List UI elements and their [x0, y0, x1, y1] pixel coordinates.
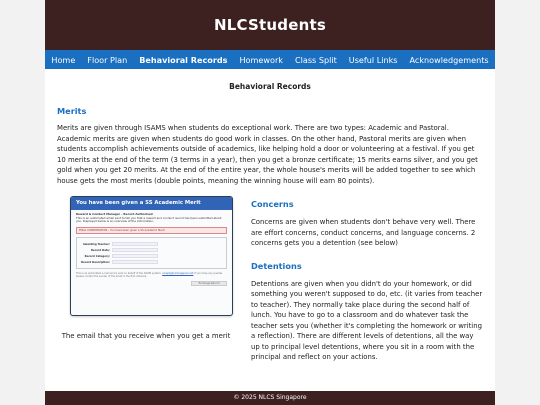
email-mock-title: You have been given a SS Academic Merit — [71, 197, 232, 210]
nav-floor-plan[interactable]: Floor Plan — [87, 54, 128, 65]
email-mock-label: Record Date: — [90, 248, 110, 252]
detentions-heading: Detentions — [251, 260, 302, 271]
email-mock-footer-link: noreply@nlcsingapore.net — [162, 272, 194, 276]
email-mock-footer-more: If you have any queries please contact the sender of the email in the first instance. — [76, 272, 223, 279]
site-header — [45, 0, 495, 50]
concerns-heading: Concerns — [251, 199, 294, 209]
email-mock-field — [112, 248, 158, 252]
merits-heading: Merits — [57, 106, 87, 116]
email-mock-label: Awarding Teacher: — [82, 242, 110, 246]
site-title[interactable]: NLCStudents — [214, 16, 326, 34]
footer-copyright: © 2025 NLCS Singapore — [233, 394, 307, 401]
page — [45, 0, 495, 405]
email-mock-lead: Reward & Conduct Manager – Record Authorised — [76, 212, 153, 216]
nav-useful-links[interactable]: Useful Links — [348, 54, 398, 65]
email-mock-row — [80, 260, 223, 264]
site-footer — [45, 391, 495, 405]
main-nav — [45, 50, 495, 69]
merit-email-screenshot — [70, 196, 233, 316]
email-mock-footer-text: This is an automated e-mail and is sent on behalf of the iSAMS system. — [76, 272, 162, 276]
merits-paragraph: Merits are given through ISAMS when students do exceptional work. There are two types: Academic and Pastoral. Academic merits are given when students do good work in classes. On the other hand, Pastoral merits are given when students accomplish achievements outside of academics, like helping hold a door or volunteering at a festival. If you get 10 merits at the end of the term (3 terms in a year), then you get a bronze certificate; 15 merits earns silver, and you get gold when you get 20 merits. At the end of the entire year, the whole house's merits will be added together to see which house gets the most merits (double points, meaning the winning house will earn 80 points). — [57, 124, 478, 185]
detentions-paragraph: Detentions are given when you didn't do your homework, or did something you weren't supposed to do, etc. (it varies from teacher to teacher). They normally take place during the second half of lunch. You have to go to a classroom and do whatever task the teacher sets you (whether it's completing the homework or writing a reflection). There are different levels of detentions, all the way up to principal level detentions, where you sit in a room with the principal and reflect on your actions. — [251, 279, 483, 361]
email-mock-form — [76, 237, 227, 269]
email-mock-label: Record Category: — [84, 254, 110, 258]
nav-behavioral-records[interactable]: Behavioral Records — [139, 54, 228, 65]
email-mock-row — [80, 254, 223, 258]
email-mock-button: Exchange Record — [191, 281, 227, 286]
right-column — [251, 196, 483, 363]
nav-homework[interactable]: Homework — [239, 54, 283, 65]
email-mock-field — [112, 242, 158, 246]
concerns-paragraph: Concerns are given when students don't behave very well. There are effort concerns, conduct concerns, and language concerns. 2 concerns gets you a detention (see below) — [251, 218, 476, 247]
nav-acknowledgements[interactable]: Acknowledgements — [409, 54, 489, 65]
email-mock-field — [112, 260, 158, 264]
email-mock-field — [112, 254, 158, 258]
email-mock-row — [80, 242, 223, 246]
two-column-section — [57, 196, 483, 363]
email-mock-body — [71, 210, 232, 289]
email-mock-intro: This is an automated email sent to tell you that a reward and conduct record has been submitted about you. Displayed below is an overview of the information. — [76, 215, 222, 224]
email-mock-label: Record Description: — [81, 260, 110, 264]
nav-home[interactable]: Home — [51, 54, 76, 65]
main-content — [45, 82, 495, 363]
page-heading: Behavioral Records — [229, 82, 311, 91]
email-figure — [57, 196, 235, 363]
email-mock-row — [80, 248, 223, 252]
email-mock-alert: FINAL CONFIRMATION – You have been given a SS Academic Merit — [76, 227, 227, 235]
email-mock-footer — [76, 272, 227, 278]
email-caption: The email that you receive when you get a merit — [61, 332, 231, 340]
nav-class-split[interactable]: Class Split — [294, 54, 337, 65]
